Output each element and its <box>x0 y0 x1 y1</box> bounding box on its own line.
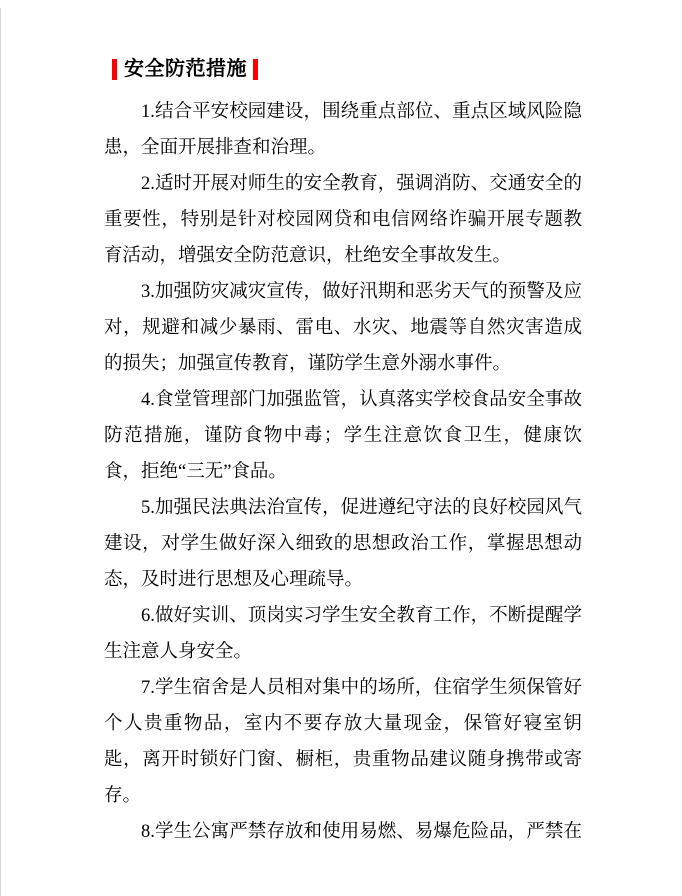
heading-accent-bar-left-icon <box>112 59 117 80</box>
paragraph-1: 1.结合平安校园建设，围绕重点部位、重点区域风险隐患，全面开展排查和治理。 <box>104 102 582 158</box>
document-content <box>104 56 582 850</box>
section-heading-text: 安全防范措施 <box>124 58 247 80</box>
paragraph-2: 2.适时开展对师生的安全教育，强调消防、交通安全的重要性，特别是针对校园网贷和电信网络诈骗开展专题教育活动，增强安全防范意识，杜绝安全事故发生。 <box>104 174 582 266</box>
section-heading <box>112 56 582 82</box>
paragraph-4: 4.食堂管理部门加强监管，认真落实学校食品安全事故防范措施，谨防食物中毒；学生注意饮食卫生，健康饮食，拒绝“三无”食品。 <box>104 390 582 482</box>
document-body <box>104 94 582 850</box>
paragraph-8-clipped: 8.学生公寓严禁存放和使用易燃、易爆危险品，严禁在 <box>141 822 582 842</box>
heading-accent-bar-right-icon <box>253 59 258 80</box>
paragraph-5: 5.加强民法典法治宣传，促进遵纪守法的良好校园风气建设，对学生做好深入细致的思想政治工作，掌握思想动态，及时进行思想及心理疏导。 <box>104 498 582 590</box>
paragraph-7: 7.学生宿舍是人员相对集中的场所，住宿学生须保管好个人贵重物品，室内不要存放大量现金，保管好寝室钥匙，离开时锁好门窗、橱柜，贵重物品建议随身携带或寄存。 <box>104 678 582 806</box>
paragraph-3: 3.加强防灾减灾宣传，做好汛期和恶劣天气的预警及应对，规避和减少暴雨、雷电、水灾、地震等自然灾害造成的损失；加强宣传教育，谨防学生意外溺水事件。 <box>104 282 582 374</box>
paragraph-6: 6.做好实训、顶岗实习学生安全教育工作，不断提醒学生注意人身安全。 <box>104 606 582 662</box>
page-edge-line <box>0 8 1 896</box>
